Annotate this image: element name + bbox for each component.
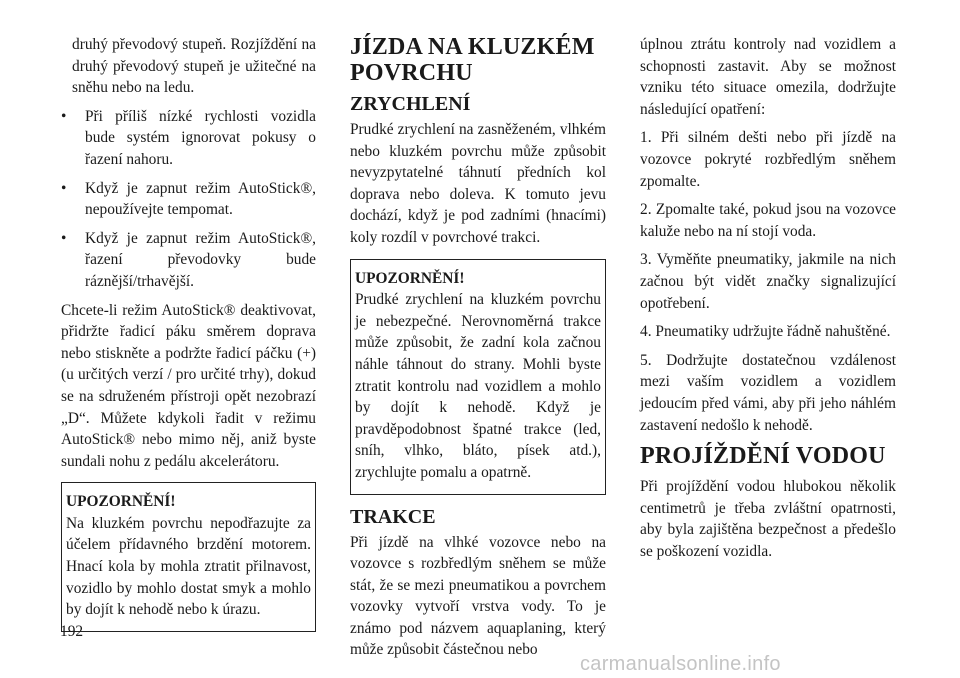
warning-text: Prudké zrychlení na kluzkém povrchu je nebezpečné. Nerovnoměrná trakce může způsobit, že zadní kola začnou náhle táhnout do strany. Mohli byste ztratit kontrolu nad vozidlem a mohlo by dojít k nehodě. Když je pravděpodobnost špatné trakce (led, sníh, vlhko, bláto, písek atd.), zrychlujte pomalu a opatrně. bbox=[355, 291, 601, 481]
step-item: 3. Vyměňte pneumatiky, jakmile na nich začnou být vidět značky signalizující opotřebení. bbox=[640, 251, 896, 312]
warning-text: Na kluzkém povrchu nepodřazujte za účelem přídavného brzdění motorem. Hnací kola by mohla ztratit přilnavost, vozidlo by mohlo dostat smyk a mohlo by dojít k nehodě nebo k úrazu. bbox=[66, 514, 311, 619]
warning-title: UPOZORNĚNÍ! bbox=[355, 269, 465, 287]
acceleration-paragraph: Prudké zrychlení na zasněženém, vlhkém nebo kluzkém povrchu může způsobit nevyzpytatelné táhnutí předních kol doprava nebo doleva. K tomuto jevu dochází, když je pod zadními (hnacími) koly rozdíl v povrchové trakci. bbox=[350, 121, 606, 246]
column-middle bbox=[350, 34, 606, 668]
column-right bbox=[640, 34, 896, 569]
section-heading-slippery: JÍZDA NA KLUZKÉM POVRCHU bbox=[350, 34, 595, 86]
warning-box bbox=[61, 482, 316, 632]
watermark: carmanualsonline.info bbox=[580, 653, 781, 675]
list-item: • Když je zapnut režim AutoStick®, nepoužívejte tempomat. bbox=[61, 178, 316, 221]
list-item: • Při příliš nízké rychlosti vozidla bude systém ignorovat pokusy o řazení nahoru. bbox=[61, 106, 316, 171]
autostick-paragraph: Chcete-li režim AutoStick® deaktivovat, přidržte řadicí páku směrem doprava nebo stiskněte a podržte řadicí páčku (+) (u určitých verzí / pro určité trhy), dokud se na sdruženém přístroji opět nezobrazí „D“. Můžete kdykoli řadit v režimu AutoStick® nebo mimo něj, aniž byste sundali nohu z pedálu akcelerátoru. bbox=[61, 301, 316, 470]
step-item: 2. Zpomalte také, pokud jsou na vozovce kaluže nebo na ní stojí voda. bbox=[640, 201, 896, 240]
step-item: 5. Dodržujte dostatečnou vzdálenost mezi vaším vozidlem a vozidlem jedoucím před vámi, aby při jeho náhlém zastavení nedošlo k nehodě. bbox=[640, 351, 896, 434]
section-heading-water: PROJÍŽDĚNÍ VODOU bbox=[640, 443, 886, 470]
warning-title: UPOZORNĚNÍ! bbox=[66, 493, 176, 511]
warning-box bbox=[350, 259, 606, 495]
continued-paragraph: úplnou ztrátu kontroly nad vozidlem a schopnosti zastavit. Aby se možnost vzniku této situace omezila, dodržujte následující opatření: bbox=[640, 36, 896, 118]
water-paragraph: Při projíždění vodou hlubokou několik centimetrů je třeba zvláštní opatrnosti, aby byla zajištěna bezpečnost a předešlo se poškození vozidla. bbox=[640, 478, 896, 560]
page-number: 192 bbox=[60, 623, 84, 640]
list-item: • Když je zapnut režim AutoStick®, řazení převodovky bude ráznější/trhavější. bbox=[61, 228, 316, 293]
note-list bbox=[61, 106, 316, 293]
subheading-traction: TRAKCE bbox=[350, 505, 436, 528]
subheading-acceleration: ZRYCHLENÍ bbox=[350, 93, 471, 115]
step-item: 1. Při silném dešti nebo při jízdě na vozovce pokryté rozbředlým sněhem zpomalte. bbox=[640, 129, 896, 190]
continued-paragraph: druhý převodový stupeň. Rozjíždění na druhý převodový stupeň je užitečné na sněhu nebo na ledu. bbox=[72, 36, 316, 97]
step-item: 4. Pneumatiky udržujte řádně nahuštěné. bbox=[640, 323, 891, 341]
traction-paragraph: Při jízdě na vlhké vozovce nebo na vozovce s rozbředlým sněhem se může stát, že se mezi pneumatikou a povrchem vozovky vytvoří vrstva vody. To je známo pod názvem aquaplaning, který může způsobit částečnou nebo bbox=[350, 533, 606, 659]
column-left bbox=[61, 34, 316, 643]
